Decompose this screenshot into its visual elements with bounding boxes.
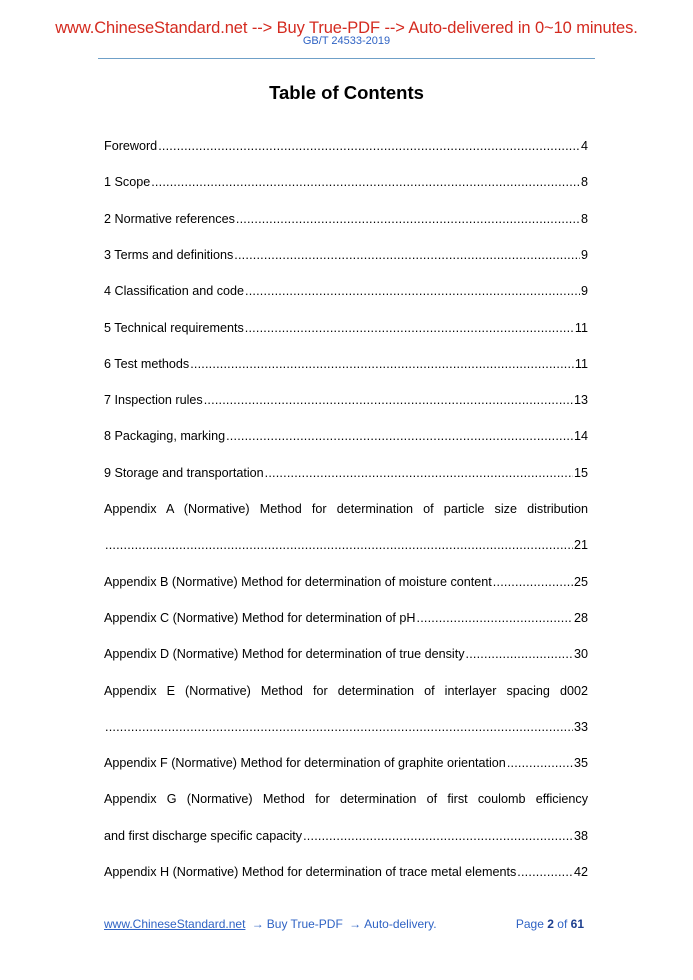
toc-entry-title: 6 Test methods [104,356,190,371]
toc-entry-page: 9 [580,247,588,262]
toc-entry-page: 35 [573,756,588,771]
toc-entry[interactable] [104,536,588,554]
toc-entry[interactable] [104,173,588,191]
arrow-right-icon: → [251,917,264,931]
toc-entry-page: 38 [573,828,588,843]
toc-entry-title: 1 Scope [104,175,151,190]
toc-dot-leader [158,137,580,155]
toc-dot-leader [493,573,573,591]
toc-entry-page: 11 [574,356,588,371]
toc-entry[interactable] [104,863,588,881]
page-title: Table of Contents [269,82,424,103]
toc-entry-page: 11 [574,320,588,335]
page-label: Page [515,917,544,931]
toc-entry-title: Appendix C (Normative) Method for determination of pH [104,610,416,625]
toc-entry-title: Foreword [104,139,158,153]
toc-dot-leader [417,609,573,627]
toc-dot-leader [234,246,580,264]
toc-entry-title: Appendix D (Normative) Method for determination of true density [104,647,465,662]
toc-entry[interactable] [104,246,588,264]
arrow-right-icon: → [349,917,362,931]
current-page: 2 [547,917,554,931]
toc-dot-leader [236,210,580,228]
toc-entry-title: Appendix E (Normative) Method for determination of interlayer spacing d002 [104,683,588,698]
toc-entry-title: Appendix A (Normative) Method for determination of particle size distribution [104,502,588,516]
toc-entry-page: 4 [580,139,588,153]
page-of-label: of [557,917,568,931]
page-number-indicator [516,916,584,932]
footer-buy-text: Buy True-PDF [266,917,343,931]
toc-entry[interactable] [104,464,588,482]
toc-entry-page: 13 [573,393,588,408]
toc-entry-page: 42 [573,865,588,879]
total-pages: 61 [570,917,584,931]
toc-entry[interactable] [104,573,588,591]
toc-entry-title: 7 Inspection rules [104,393,203,408]
toc-entry[interactable] [104,355,588,373]
toc-dot-leader [507,754,573,772]
toc-dot-leader [245,319,574,337]
toc-entry[interactable] [104,500,588,518]
toc-entry-page: 21 [573,538,588,553]
toc-entry[interactable] [104,609,588,627]
toc-entry-page: 8 [580,211,588,226]
toc-entry-page: 15 [573,465,588,480]
toc-entry[interactable] [104,827,588,845]
toc-entry[interactable] [104,645,588,663]
toc-entry[interactable] [104,682,588,700]
toc-entry-page: 14 [573,429,588,444]
toc-entry[interactable] [104,210,588,228]
toc-entry-page: 25 [573,574,588,589]
toc-entry[interactable] [104,319,588,337]
toc-entry[interactable] [104,718,588,736]
toc-entry-title: 4 Classification and code [104,284,245,299]
footer-delivery-text: Auto-delivery. [364,917,437,931]
toc-dot-leader [105,718,573,736]
toc-dot-leader [204,391,573,409]
toc-entry-title: 3 Terms and definitions [104,247,234,262]
toc-entry[interactable] [104,427,588,445]
header-divider [98,58,595,59]
toc-dot-leader [466,645,573,663]
toc-dot-leader [303,827,573,845]
toc-entry-page: 28 [573,610,588,625]
toc-dot-leader [105,536,573,554]
toc-entry[interactable] [104,282,588,300]
toc-entry-title: Appendix F (Normative) Method for determination of graphite orientation [104,756,506,771]
toc-entry-title: Appendix G (Normative) Method for determination of first coulomb efficiency [104,792,588,807]
toc-entry-title: Appendix H (Normative) Method for determination of trace metal elements [104,865,517,879]
toc-entry-title: 2 Normative references [104,211,235,226]
toc-dot-leader [517,863,573,881]
document-id: GB/T 24533-2019 [302,35,391,47]
toc-dot-leader [190,355,574,373]
toc-dot-leader [226,427,573,445]
toc-entry-title: Appendix B (Normative) Method for determination of moisture content [104,574,492,589]
toc-entry-page: 30 [573,647,588,662]
page-footer [104,916,584,932]
toc-entry[interactable] [104,137,588,155]
toc-entry-page: 8 [580,175,588,190]
toc-entry-title: 8 Packaging, marking [104,429,226,444]
toc-entry-title: 9 Storage and transportation [104,465,264,480]
toc-dot-leader [151,173,580,191]
toc-entry-title: 5 Technical requirements [104,320,244,335]
toc-entry[interactable] [104,790,588,808]
toc-entry-page: 33 [573,719,588,734]
toc-entry[interactable] [104,391,588,409]
toc-entry[interactable] [104,754,588,772]
toc-entry-title: and first discharge specific capacity [104,828,303,843]
footer-site-link[interactable]: www.ChineseStandard.net [104,917,246,931]
promo-banner[interactable]: www.ChineseStandard.net --> Buy True-PDF --> Auto-delivered in 0~10 minutes. [55,19,638,37]
toc-dot-leader [265,464,573,482]
toc-entry-page: 9 [580,284,588,299]
toc-dot-leader [245,282,580,300]
